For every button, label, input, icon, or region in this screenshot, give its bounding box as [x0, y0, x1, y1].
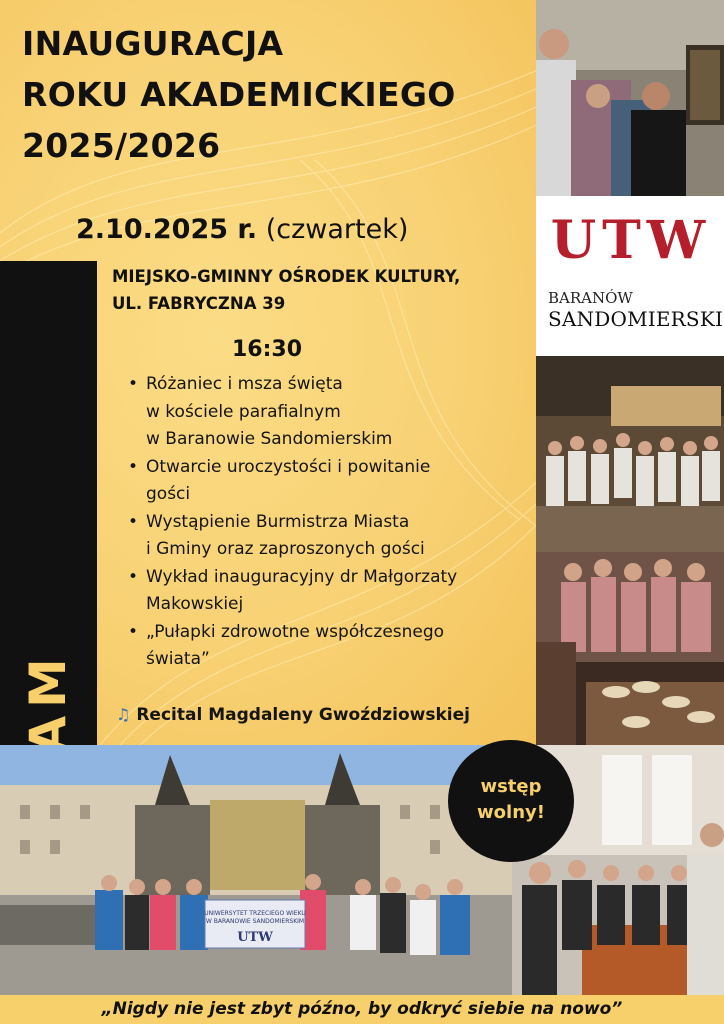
banner-line-2: W BARANOWIE SANDOMIERSKIM [205, 918, 305, 925]
recital [116, 705, 470, 725]
program-item: • Otwarcie uroczystości i powitanie gości [128, 456, 431, 504]
program-item-line: w Baranowie Sandomierskim [146, 429, 393, 449]
badge-line-2: wolny! [477, 802, 545, 823]
venue-line-2: UL. FABRYCZNA 39 [112, 294, 286, 313]
photo-group-hall [536, 356, 724, 552]
banner-line-1: UNIWERSYTET TRZECIEGO WIEKU [204, 910, 306, 917]
utw-logo-letters: UTW [550, 210, 712, 271]
program-item-line: w kościele parafialnym [146, 401, 341, 422]
music-notes-icon: ♫ [116, 705, 131, 724]
program-list [128, 371, 533, 674]
event-venue [112, 263, 460, 317]
program-item-line: „Pułapki zdrowotne współczesnego [146, 621, 445, 642]
utw-logo-line-2: SANDOMIERSKI [548, 307, 724, 331]
program-item-line: gości [146, 484, 191, 504]
free-entry-badge [448, 740, 574, 862]
utw-logo-line-1: BARANÓW [548, 289, 633, 307]
footer [0, 995, 724, 1024]
banner-letters: UTW [237, 930, 273, 945]
event-weekday: (czwartek) [257, 214, 409, 245]
program-item-line: Różaniec i msza święta [146, 374, 343, 394]
program-item-line: Otwarcie uroczystości i powitanie [146, 456, 431, 477]
title-line-3: 2025/2026 [22, 126, 221, 165]
photo-workshop [536, 552, 724, 748]
program-item: • Wystąpienie Burmistrza Miasta i Gminy oraz zaproszonych gości [128, 511, 425, 559]
motto: „Nigdy nie jest zbyt późno, by odkryć siebie na nowo” [101, 999, 623, 1019]
title-line-2: ROKU AKADEMICKIEGO [22, 75, 456, 114]
program-item: • Różaniec i msza święta w kościele parafialnym w Baranowie Sandomierskim [128, 374, 393, 449]
badge-line-1: wstęp [480, 776, 542, 797]
program-item-line: świata” [146, 649, 210, 669]
utw-logo [536, 196, 724, 356]
program-item: • „Pułapki zdrowotne współczesnego świata” [128, 621, 445, 669]
event-title [22, 18, 532, 171]
program-item-line: i Gminy oraz zaproszonych gości [146, 539, 425, 559]
venue-line-1: MIEJSKO-GMINNY OŚRODEK KULTURY, [112, 267, 461, 286]
event-date [76, 214, 408, 245]
photo-museum-visitors [536, 0, 724, 196]
event-time: 16:30 [232, 337, 303, 362]
program-item-line: Makowskiej [146, 594, 244, 614]
title-line-1: INAUGURACJA [22, 24, 284, 63]
photo-group-palace [0, 745, 512, 995]
program-item-line: Wystąpienie Burmistrza Miasta [146, 511, 410, 532]
program-item: • Wykład inauguracyjny dr Małgorzaty Makowskiej [128, 566, 458, 614]
event-date-value: 2.10.2025 r. [76, 214, 258, 245]
recital-text: Recital Magdaleny Gwoździowskiej [136, 705, 470, 725]
program-band [0, 261, 97, 745]
program-item-line: Wykład inauguracyjny dr Małgorzaty [146, 566, 458, 587]
